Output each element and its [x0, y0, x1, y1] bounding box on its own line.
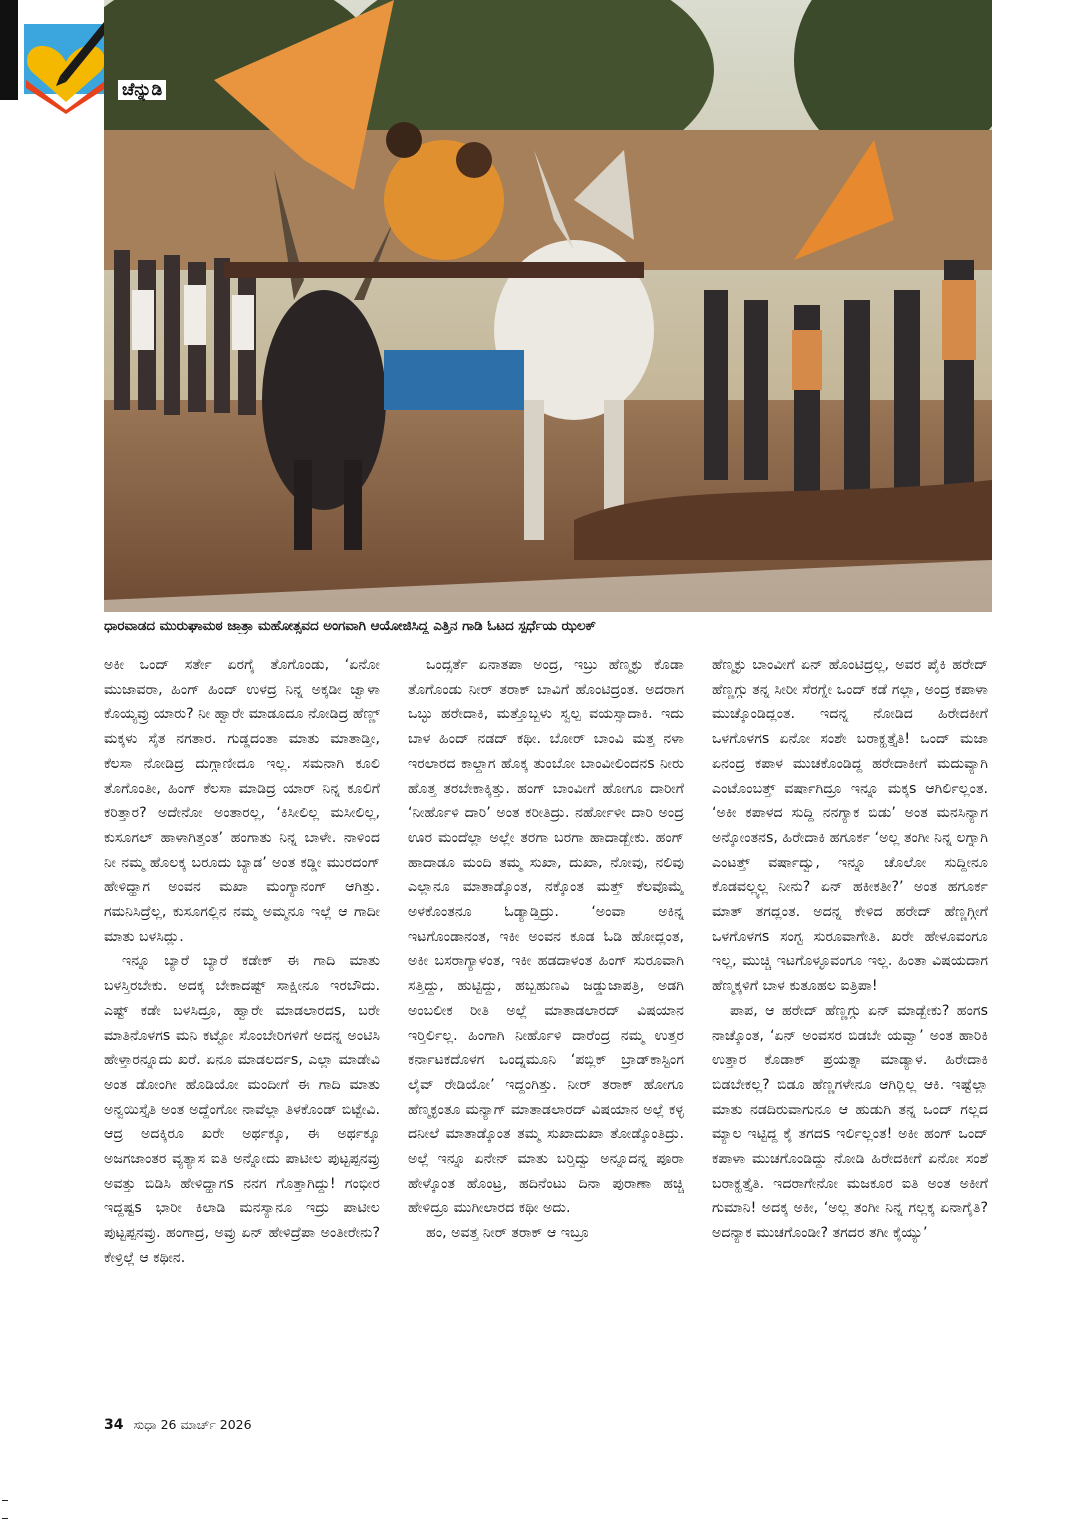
- photo-caption: ಧಾರವಾಡದ ಮುರುಘಾಮಠ ಜಾತ್ರಾ ಮಹೋತ್ಸವದ ಅಂಗವಾಗಿ ಆಯೋಜಿಸಿದ್ದ ಎತ್ತಿನ ಗಾಡಿ ಓಟದ ಸ್ಪರ್ಧೆಯ ಝಲಕ್: [104, 619, 596, 634]
- page-footer: [104, 1417, 252, 1433]
- book-pen-logo-icon: [20, 14, 112, 114]
- paragraph: ಹಂ, ಅವತ್ತ ನೀರ್ ತರಾಕ್ ಆ ಇಬ್ರೂ: [426, 1225, 590, 1242]
- page-number: 34: [104, 1417, 124, 1433]
- corner-black-bar: [0, 0, 18, 100]
- crop-mark: [2, 1518, 8, 1519]
- paragraph: ಪಾಪ, ಆ ಹರೇದ್ ಹೆಣ್ಣಗ್ಗು ಏನ್ ಮಾಡ್ಬೇಕು? ಹಂಗs ನಾಚ್ಕೊಂತ, ‘ಏನ್ ಅಂವಸರ ಬಿಡಬೇ ಯವ್ವಾ’ ಅಂತ ಹಾರಿಕಿ ಉತ್ತಾರ ಕೊಡಾಕ್ ಪ್ರಯತ್ನಾ ಮಾಡ್ಯಾಳ. ಹಿರೇದಾಕಿ ಬಿಡಬೇಕಲ್ಲ? ಬಿಡೂ ಹೆಣ್ಣಗಳೇನೂ ಆಗಿರ್‍ಲಿಲ್ಲ ಆಕಿ. ಇಷ್ಟೆಲ್ಲಾ ಮಾತು ನಡದಿರುವಾಗುನೂ ಆ ಹುಡುಗಿ ತನ್ನ ಒಂದ್ ಗಲ್ಲದ ಮ್ಯಾಲ ಇಟ್ಟಿದ್ದ ಕೈ ತಗದs ಇರ್ಲಿಲ್ಲಂತ! ಅಕೀ ಹಂಗ್ ಒಂದ್ ಕಪಾಳಾ ಮುಚಗೊಂಡಿದ್ದು ನೋಡಿ ಹಿರೇದಕೀಗೆ ಏನೋ ಸಂಶೆ ಬರಾಕ್ಹತ್ತೈತಿ. ಇದರಾಗೇನೋ ಮಜಕೂರ ಐತಿ ಅಂತ ಅಕೀಗೆ ಗುಮಾನಿ! ಅದಕ್ಕ ಅಕೀ, ‘ಅಲ್ಲ ತಂಗೀ ನಿನ್ನ ಗಲ್ಲಕ್ಕ ಏನಾಗೈತಿ? ಅದನ್ಯಾಕ ಮುಚಗೊಂಡೀ? ತಗದರ ತಗೀ ಕೈಯ್ಯು’: [712, 1002, 988, 1242]
- paragraph: ಹೆಣ್ಮಕ್ಳು ಬಾಂವೀಗೆ ಏನ್ ಹೊಂಟಿದ್ರಲ್ಲ, ಅವರ ಪೈಕಿ ಹರೇದ್ ಹೆಣ್ಣಗ್ಗು ತನ್ನ ಸೀರೀ ಸೆರಗ್ನೇ ಒಂದ್ ಕಡೆ ಗಲ್ಲಾ, ಅಂದ್ರ ಕಪಾಳಾ ಮುಚ್ಕೊಂಡಿದ್ಲಂತ. ಇದನ್ನ ನೋಡಿದ ಹಿರೇದಕೀಗೆ ಒಳಗೊಳಗs ಏನೋ ಸಂಶೇ ಬರಾಕ್ಹತ್ತೈತಿ! ಒಂದ್ ಮಜಾ ಏನಂದ್ರ ಕಪಾಳ ಮುಚಕೊಂಡಿದ್ದ ಹರೇದಾಕೀಗೆ ಮದುವ್ಯಾಗಿ ಎಂಟೊಂಬತ್ತ್ ವರ್ಷಾಗಿದ್ರೂ ಇನ್ನೂ ಮಕ್ಕs ಆಗಿರ್ಲಿಲ್ಲಂತ. ‘ಅಕೀ ಕಪಾಳದ ಸುದ್ದಿ ನನಗ್ಯಾಕ ಬಿಡು’ ಅಂತ ಮನಸಿನ್ಯಾಗ ಅನ್ಕೋಂತನs, ಹಿರೇದಾಕಿ ಹಗೂರ್ಕ ‘ಅಲ್ಲ ತಂಗೀ ನಿನ್ನ ಲಗ್ನಾಗಿ ಎಂಟತ್ತ್ ವರ್ಷಾದ್ವು, ಇನ್ನೂ ಚೊಲೋ ಸುದ್ದೀನೂ ಕೊಡವಲ್ಲ್ಯಲ್ಲ ನೀನು? ಏನ್ ಹಕೀಕತೀ?’ ಅಂತ ಹಗೂರ್ಕ ಮಾತ್ ತಗದ್ಲಂತ. ಅದನ್ನ ಕೇಳಿದ ಹರೇದ್ ಹೆಣ್ಣಗ್ಗೀಗೆ ಒಳಗೊಳಗs ಸಂಗ್ಟ ಸುರೂವಾಗೇತಿ. ಖರೇ ಹೇಳೂವಂಗೂ ಇಲ್ಲ, ಮುಚ್ಚಿ ಇಟಗೊಳ್ಳೂವಂಗೂ ಇಲ್ಲ. ಹಿಂತಾ ವಿಷಯದಾಗ ಹೆಣ್ಮಕ್ಕಳಿಗೆ ಬಾಳ ಕುತೂಹಲ ಐತ್ರಿಪಾ!: [712, 657, 988, 995]
- article-column-1: [104, 653, 380, 1395]
- crop-mark: [2, 1500, 8, 1501]
- bullock-cart-race-photo: [104, 0, 992, 612]
- paragraph: ಒಂದ್ಸರ್ತೆ ಏನಾತಪಾ ಅಂದ್ರ, ಇಬ್ರು ಹೆಣ್ಮಕ್ಳು ಕೊಡಾ ತೊಗೊಂಡು ನೀರ್ ತರಾಕ್ ಬಾವಿಗೆ ಹೊಂಟಿದ್ರಂತ. ಅದರಾಗ ಒಬ್ಳು ಹರೇದಾಕಿ, ಮತ್ತೊಬ್ಬಳು ಸ್ವಲ್ಪ ವಯಸ್ಸಾದಾಕಿ. ಇದು ಬಾಳ ಹಿಂದ್ ನಡದ್ ಕಥೀ. ಬೋರ್ ಬಾಂವಿ ಮತ್ತ ನಳಾ ಇರಲಾರದ ಕಾಲ್ದಾಗ ಹೊಕ್ಕ ತುಂಬೋ ಬಾಂವೀಲಿಂದನs ನೀರು ಹೊತ್ತ ತರಬೇಕಾಕ್ಕಿತ್ತು. ಹಂಗ್ ಬಾಂವೀಗೆ ಹೋಗೂ ದಾರೀಗೆ ‘ನೀರ್ಹೊಳಿ ದಾರಿ’ ಅಂತ ಕರೀತಿದ್ರು. ನರ್ಹೋಳೀ ದಾರಿ ಅಂದ್ರ ಊರ ಮಂದೆಲ್ಲಾ ಅಲ್ಲೇ ತರಗಾ ಬರಗಾ ಹಾದಾಡ್ಬೇಕು. ಹಂಗ್ ಹಾದಾಡೂ ಮಂದಿ ತಮ್ಮ ಸುಖಾ, ದುಖಾ, ನೋವು, ನಲಿವು ಎಲ್ಲಾನೂ ಮಾತಾಡ್ಕೊಂತ, ನಕ್ಕೊಂತ ಮತ್ತ್ ಕೆಲವೊಮ್ಮೆ ಅಳಕೊಂತನೂ ಓಡ್ಯಾಡ್ತಿದ್ರು. ‘ಅಂವಾ ಅಕಿನ್ನ ಇಟಗೊಂಡಾನಂತ, ಇಕೀ ಅಂವನ ಕೂಡ ಓಡಿ ಹೋದ್ಲಂತ, ಅಕೀ ಬಸರಾಗ್ಯಾಳಂತ, ಇಕೀ ಹಡದಾಳಂತ ಹಿಂಗ್ ಸುರೂವಾಗಿ ಸತ್ತಿದ್ದು, ಹುಟ್ಟಿದ್ದು, ಹಬ್ಬಹುಣವಿ ಜಡ್ಡುಜಾಪತ್ರಿ, ಅಡಗಿ ಅಂಬಲೀಕ ರೀತಿ ಅಲ್ಲೆ ಮಾತಾಡಲಾರದ್ ವಿಷಯಾನ ಇರ್‍ತಿರ್ಲಿಲ್ಲ. ಹಿಂಗಾಗಿ ನೀರ್ಹೊಳಿ ದಾರೆಂದ್ರ ನಮ್ಮ ಉತ್ತರ ಕರ್ನಾಟಕದೊಳಗ ಒಂದ್ನಮೂನಿ ‘ಪಬ್ಲಿಕ್ ಬ್ರಾಡ್‌ಕಾಸ್ಟಿಂಗ ಲೈವ್ ರೇಡಿಯೋ’ ಇದ್ದಂಗಿತ್ತು. ನೀರ್ ತರಾಕ್ ಹೋಗೂ ಹೆಣ್ಮಕ್ಳಂತೂ ಮನ್ಯಾಗ್ ಮಾತಾಡಲಾರದ್ ವಿಷಯಾನ ಅಲ್ಲೆ ಕಳ್ಳ ದನೀಲೆ ಮಾತಾಡ್ಕೊಂತ ತಮ್ಮ ಸುಖಾದುಖಾ ತೋಡ್ಕೊಂತಿದ್ರು. ಅಲ್ಲೆ ಇನ್ನೂ ಏನೇನ್ ಮಾತು ಬರ್‍ತಿದ್ವು ಅನ್ನೂದನ್ನ ಪೂರಾ ಹೇಳ್ಕೊಂತ ಹೊಂಟ್ರ, ಹದಿನೆಂಟು ದಿನಾ ಪುರಾಣಾ ಹಚ್ಚಿ ಹೇಳಿದ್ರೂ ಮುಗೀಲಾರದ ಕಥೀ ಅದು.: [408, 657, 684, 1217]
- paragraph: ಇನ್ನೂ ಬ್ಯಾರೆ ಬ್ಯಾರೆ ಕಡೇಕ್ ಈ ಗಾದಿ ಮಾತು ಬಳಸ್ತಿರಬೇಕು. ಅದಕ್ಕ ಬೇಕಾದಷ್ಟ್ ಸಾಕ್ಷೀನೂ ಇರಬೌದು. ಎಷ್ಟ್ ಕಡೇ ಬಳಸಿದ್ರೂ, ಹ್ವಾರೇ ಮಾಡಲಾರದs, ಬರೇ ಮಾತಿನೊಳಗs ಮನಿ ಕಟ್ಟೋ ಸೊಂಬೇರಿಗಳಿಗೆ ಅದನ್ನ ಅಂಟಿಸಿ ಹೇಳ್ತಾರನ್ನೂದು ಖರೆ. ಏನೂ ಮಾಡಲರ್ದs, ಎಲ್ಲಾ ಮಾಡೇವಿ ಅಂತ ಡೋಂಗೀ ಹೊಡಿಯೋ ಮಂದೀಗೆ ಈ ಗಾದಿ ಮಾತು ಅನ್ವಯಿಸ್ತೈತಿ ಅಂತ ಅದ್ದೆಂಗೋ ನಾವೆಲ್ಲಾ ತಿಳಕೊಂಡ್ ಬಿಟ್ಟೇವಿ. ಆದ್ರ ಅದಕ್ಕಿರೂ ಖರೇ ಅರ್ಥಕ್ಕೂ, ಈ ಅರ್ಥಕ್ಕೂ ಅಜಗಜಾಂತರ ವ್ಯತ್ಯಾಸ ಐತಿ ಅನ್ನೋದು ಪಾಟೀಲ ಪುಟ್ಟಪ್ಪನವ್ರು ಅವತ್ತು ಬಿಡಿಸಿ ಹೇಳಿದ್ಹಾಗs ನನಗ ಗೊತ್ತಾಗಿದ್ದು! ಗಂಭೀರ ಇದ್ದಷ್ಟs ಭಾರೀ ಕಿಲಾಡಿ ಮನಸ್ಯಾನೂ ಇದ್ರು ಪಾಟೀಲ ಪುಟ್ಟಪ್ಪನವ್ರು. ಹಂಗಾದ್ರ, ಅವ್ರು ಏನ್ ಹೇಳಿದ್ರೆಪಾ ಅಂತೀರೇನು? ಕೇಳ್ರಿಲ್ಲೆ ಆ ಕಥೀನ.: [104, 953, 380, 1266]
- magazine-name: ಸುಧಾ: [133, 1417, 157, 1432]
- article-column-2: [408, 653, 684, 1395]
- issue-date: 26 ಮಾರ್ಚ್ 2026: [160, 1417, 252, 1432]
- paragraph: ಅಕೀ ಒಂದ್ ಸರ್ತೇ ಏರಗೈ ತೊಗೊಂಡು, ‘ಏನೋ ಮುಜಾವರಾ, ಹಿಂಗ್ ಹಿಂದ್ ಉಳದ್ರ ನಿನ್ನ ಅಕ್ಕಡೀ ಜ್ವಾಳಾ ಕೊಯ್ಯವ್ರು ಯಾರು? ನೀ ಹ್ವಾರೇ ಮಾಡೂದೂ ನೋಡಿದ್ರ ಹೆಣ್ಣ್ ಮಕ್ಕಳು ಸೈತ ನಗತಾರ. ಗುಡ್ಡದಂತಾ ಮಾತು ಮಾತಾಡ್ತೀ, ಕೆಲಸಾ ನೋಡಿದ್ರ ದುಗ್ಗಾಣೀದೂ ಇಲ್ಲ. ಸಮನಾಗಿ ಕೂಲಿ ತೊಗೊಂತೀ, ಹಿಂಗ್ ಕೆಲಸಾ ಮಾಡಿದ್ರ ಯಾರ್ ನಿನ್ನ ಕೂಲಿಗೆ ಕರಿತ್ತಾರ? ಅದೇನೋ ಅಂತಾರಲ್ಲ, ‘ಕಿಸೀಲಿಲ್ಲ ಮಸೀಲಿಲ್ಲ, ಕುಸೂಗಲ್ ಹಾಳಾಗಿತ್ತಂತ’ ಹಂಗಾತು ನಿನ್ನ ಬಾಳೇ. ನಾಳಿಂದ ನೀ ನಮ್ಮ ಹೊಲಕ್ಕ ಬರೂದು ಬ್ಯಾಡ’ ಅಂತ ಕಡ್ಡೀ ಮುರದಂಗ್ ಹೇಳಿದ್ಹಾಗ ಅಂವನ ಮಖಾ ಮಂಗ್ಯಾನಂಗ್ ಆಗಿತ್ತು. ಗಮನಿಸಿದ್ರೆಲ್ಲ, ಕುಸೂಗಲ್ಲಿನ ನಮ್ಮ ಅಮ್ಮನೂ ಇಲ್ಲೆ ಆ ಗಾದೀ ಮಾತು ಬಳಸಿದ್ಲು.: [104, 657, 380, 945]
- section-label: ಚೆನ್ನುಡಿ: [118, 80, 166, 100]
- article-column-3: [712, 653, 988, 1395]
